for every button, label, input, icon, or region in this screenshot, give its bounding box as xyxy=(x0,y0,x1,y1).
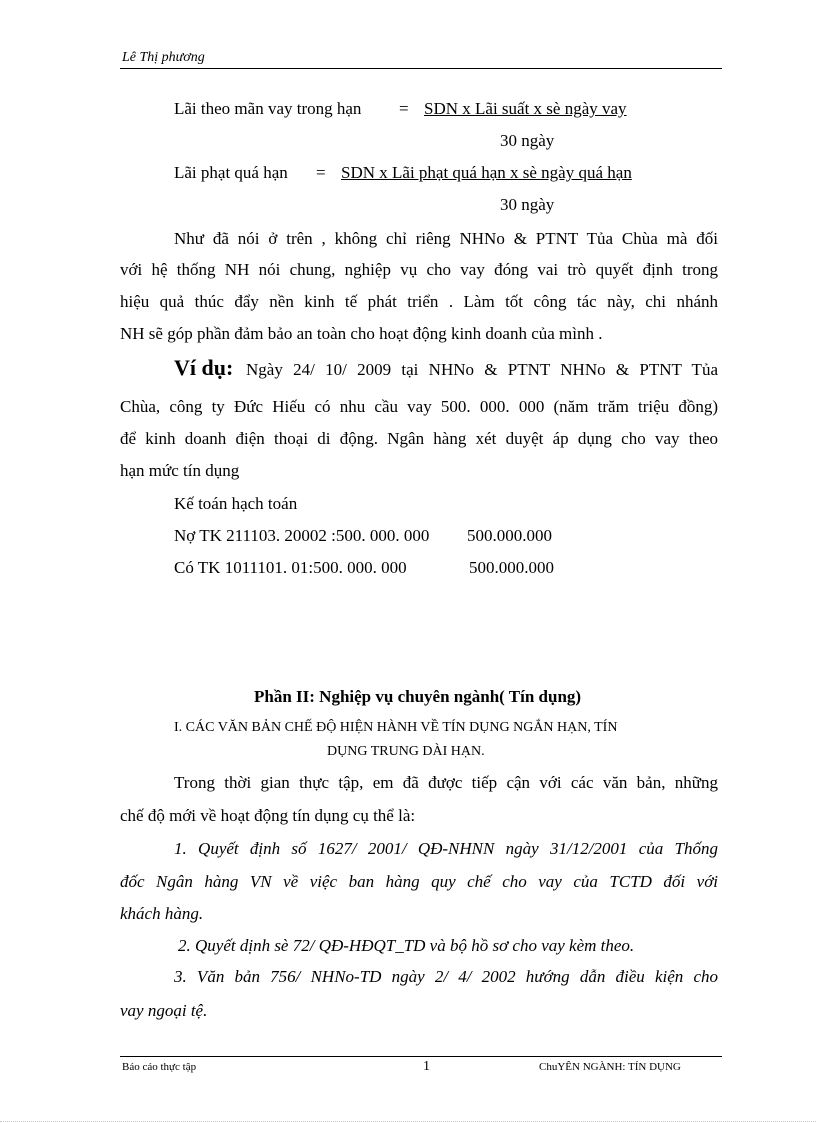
example-label: Ví dụ: xyxy=(174,355,234,380)
part-2-intro-line-1: Trong thời gian thực tập, em đã được tiếp cận với các văn bản, những xyxy=(174,773,718,792)
formula-1-label: Lãi theo mãn vay trong hạn xyxy=(174,99,362,118)
formula-2-equals: = xyxy=(316,163,326,182)
section-1-title-line-1: I. CÁC VĂN BẢN CHẾ ĐỘ HIỆN HÀNH VỀ TÍN DỤNG NGẮN HẠN, TÍN xyxy=(174,720,618,735)
accounting-title: Kế toán hạch toán xyxy=(174,494,298,513)
footer-divider xyxy=(120,1056,722,1057)
footer-left-text: Báo cáo thực tập xyxy=(122,1061,197,1073)
header-divider xyxy=(120,68,722,69)
formula-1-numerator: SDN x Lãi suất x sè ngày vay xyxy=(424,99,627,118)
accounting-debit-amount: 500.000.000 xyxy=(467,526,552,545)
paragraph-1-line-1: Như đã nói ở trên , không chỉ riêng NHNo & PTNT Tủa Chùa mà đối xyxy=(174,229,718,248)
page-number: 1 xyxy=(423,1059,430,1074)
example-line-2: Chùa, công ty Đức Hiếu có nhu cầu vay 500. 000. 000 (năm trăm triệu đồng) xyxy=(120,397,718,416)
part-2-intro-line-2: chế độ mới về hoạt động tín dụng cụ thể là: xyxy=(120,806,416,825)
header-author: Lê Thị phương xyxy=(122,50,205,65)
example-line-3: để kinh doanh điện thoại di động. Ngân hàng xét duyệt áp dụng cho vay theo xyxy=(120,429,718,448)
page-bottom-border xyxy=(0,1121,816,1122)
formula-2-label: Lãi phạt quá hạn xyxy=(174,163,288,182)
accounting-credit-amount: 500.000.000 xyxy=(469,558,554,577)
example-line-1: Ngày 24/ 10/ 2009 tại NHNo & PTNT NHNo & PTNT Tủa xyxy=(246,360,718,379)
formula-1-denominator: 30 ngày xyxy=(500,131,555,150)
paragraph-1-line-3: hiệu quả thúc đẩy nền kinh tế phát triển . Làm tốt công tác này, chi nhánh xyxy=(120,292,718,311)
list-item-2: 2. Quyết dịnh sè 72/ QĐ-HĐQT_TD và bộ hồ sơ cho vay kèm theo. xyxy=(178,936,635,955)
formula-1-equals: = xyxy=(399,99,409,118)
accounting-debit-entry: Nợ TK 211103. 20002 :500. 000. 000 xyxy=(174,526,430,545)
paragraph-1-line-4: NH sẽ góp phần đảm bảo an toàn cho hoạt động kinh doanh của mình . xyxy=(120,324,603,343)
list-item-1-line-2: đốc Ngân hàng VN về việc ban hàng quy chế cho vay của TCTD đối với xyxy=(120,872,718,891)
section-1-title-line-2: DỤNG TRUNG DÀI HẠN. xyxy=(327,744,485,759)
formula-2-denominator: 30 ngày xyxy=(500,195,555,214)
example-line-4: hạn mức tín dụng xyxy=(120,461,240,480)
list-item-1-line-1: 1. Quyết định số 1627/ 2001/ QĐ-NHNN ngày 31/12/2001 của Thống xyxy=(174,839,718,858)
list-item-1-line-3: khách hàng. xyxy=(120,904,204,923)
footer-right-text: ChuYÊN NGÀNH: TÍN DỤNG xyxy=(539,1061,681,1073)
paragraph-1-line-2: với hệ thống NH nói chung, nghiệp vụ cho vay đóng vai trò quyết định trong xyxy=(120,260,718,279)
formula-2-numerator: SDN x Lãi phạt quá hạn x sè ngày quá hạn xyxy=(341,163,632,182)
part-2-title: Phần II: Nghiệp vụ chuyên ngành( Tín dụng) xyxy=(254,687,582,706)
list-item-3-line-1: 3. Văn bản 756/ NHNo-TD ngày 2/ 4/ 2002 hướng dẫn điều kiện cho xyxy=(174,967,718,986)
accounting-credit-entry: Có TK 1011101. 01:500. 000. 000 xyxy=(174,558,407,577)
list-item-3-line-2: vay ngoại tệ. xyxy=(120,1001,208,1020)
